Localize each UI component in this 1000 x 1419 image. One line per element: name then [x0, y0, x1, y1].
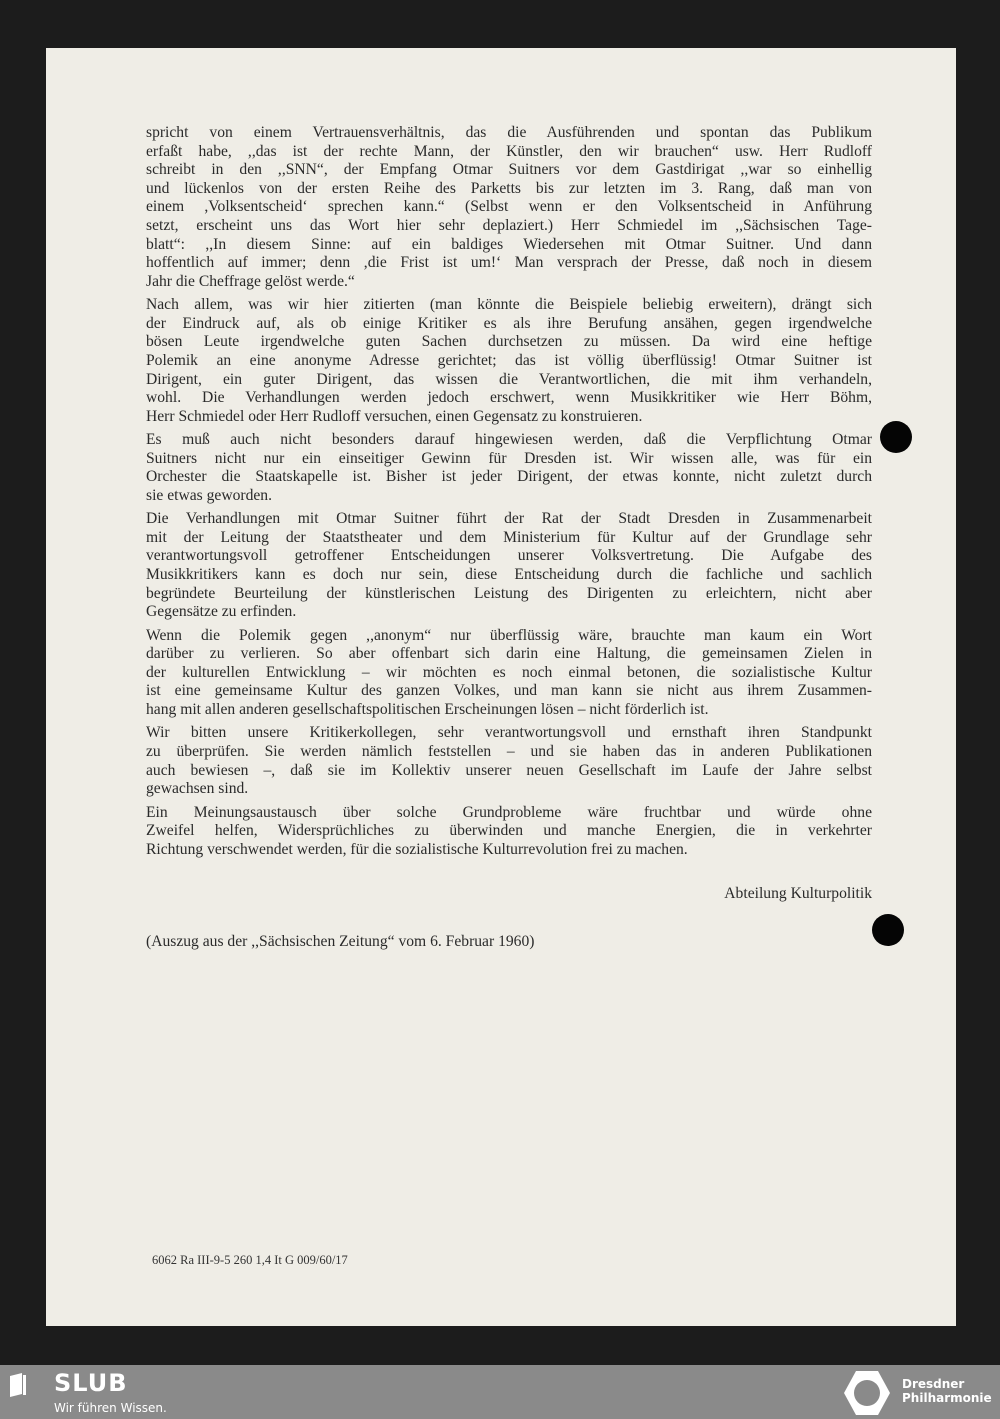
text-line: bösen Leute irgendwelche guten Sachen durchsetzen zu müssen. Da wird eine heftige: [146, 333, 872, 351]
paragraph: [146, 804, 872, 860]
text-line: Orchester die Staatskapelle ist. Bisher ist jeder Dirigent, der etwas konnte, nicht zuletzt durch: [146, 468, 872, 486]
philharmonie-line1: Dresdner: [902, 1377, 965, 1391]
text-line: Jahr die Cheffrage gelöst werde.“: [146, 272, 355, 290]
text-line: der kulturellen Entwicklung – wir möchten es noch einmal betonen, die sozialistische Kultur: [146, 663, 872, 681]
text-line: Gegensätze zu erfinden.: [146, 603, 297, 621]
source-citation: (Auszug aus der ,,Sächsischen Zeitung“ vom 6. Februar 1960): [146, 933, 535, 950]
text-line: setzt, erscheint uns das Wort hier sehr deplaziert.) Herr Schmiedel im ,,Sächsischen Tage-: [146, 216, 872, 234]
text-line: hang mit allen anderen gesellschaftspolitischen Erscheinungen lösen – nicht förderlich ist.: [146, 701, 709, 718]
paragraph: [146, 124, 872, 291]
text-line: Die Verhandlungen mit Otmar Suitner führt der Rat der Stadt Dresden in Zusammenarbeit: [146, 510, 872, 528]
punch-hole: [872, 914, 904, 946]
text-line: der Eindruck auf, als ob einige Kritiker es als ihre Berufung ansähen, gegen irgendwelche: [146, 314, 872, 332]
text-line: darüber zu verlieren. So aber offenbart sich darin eine Haltung, die gemeinsamen Zielen in: [146, 645, 872, 663]
text-line: einem ,Volksentscheid‘ sprechen kann.“ (Selbst wenn er den Volksentscheid in Anführung: [146, 198, 872, 216]
text-line: Zweifel helfen, Widersprüchliches zu überwinden und manche Energien, die in verkehrter: [146, 822, 872, 840]
text-line: wohl. Die Verhandlungen werden jedoch erschwert, wenn Musikkritiker wie Herr Böhm,: [146, 389, 872, 407]
text-line: Wir bitten unsere Kritikerkollegen, sehr verantwortungsvoll und ernsthaft ihren Standpunkt: [146, 724, 872, 742]
text-line: blatt“: ,,In diesem Sinne: auf ein baldiges Wiedersehen mit Otmar Suitner. Und dann: [146, 235, 872, 253]
text-line: Polemik an eine anonyme Adresse gerichtet; das ist völlig überflüssig! Otmar Suitner ist: [146, 351, 872, 369]
text-line: begründete Beurteilung der künstlerischen Leistung des Dirigenten zu erleichtern, nicht aber: [146, 584, 872, 602]
punch-hole: [880, 421, 912, 453]
article-body: [146, 124, 872, 864]
text-line: hoffentlich auf immer; denn ,die Frist ist um!‘ Man versprach der Presse, daß noch in diesem: [146, 254, 872, 272]
slub-tagline: Wir führen Wissen.: [54, 1401, 167, 1415]
print-code: 6062 Ra III-9-5 260 1,4 It G 009/60/17: [152, 1253, 348, 1267]
paragraph: [146, 510, 872, 622]
text-line: sie etwas geworden.: [146, 486, 273, 504]
text-line: Ein Meinungsaustausch über solche Grundprobleme wäre fruchtbar und würde ohne: [146, 803, 872, 821]
text-line: verantwortungsvoll getroffener Entscheidungen unserer Volksvertretung. Die Aufgabe des: [146, 547, 872, 565]
text-line: Wenn die Polemik gegen ,,anonym“ nur überflüssig wäre, brauchte man kaum ein Wort: [146, 626, 872, 644]
text-line: mit der Leitung der Staatstheater und dem Ministerium für Kultur auf der Grundlage sehr: [146, 528, 872, 546]
slub-logo[interactable]: SLUB: [54, 1369, 128, 1397]
paragraph: [146, 431, 872, 505]
text-line: Richtung verschwendet werden, für die sozialistische Kulturrevolution frei zu machen.: [146, 840, 688, 858]
footer-bar: [0, 1365, 1000, 1419]
text-line: schreibt in den ,,SNN“, der Empfang Otmar Suitners vor dem Gastdirigat ,,war so einhellig: [146, 161, 872, 179]
text-line: Musikkritikers kann es doch nur sein, diese Entscheidung durch die fachliche und sachlich: [146, 566, 872, 584]
text-line: ist eine gemeinsame Kultur des ganzen Volkes, und man kann sie nicht aus ihrem Zusammen-: [146, 682, 872, 700]
text-line: Dirigent, ein guter Dirigent, das wissen die Verantwortlichen, die mit ihm verhandeln,: [146, 370, 872, 388]
text-line: spricht von einem Vertrauensverhältnis, das die Ausführenden und spontan das Publikum: [146, 124, 872, 141]
philharmonie-line2: Philharmonie: [902, 1391, 992, 1405]
text-line: gewachsen sind.: [146, 780, 249, 798]
text-line: und lückenlos von der ersten Reihe des Parketts bis zur letzten im 3. Rang, daß man von: [146, 179, 872, 197]
text-line: Herr Schmiedel oder Herr Rudloff versuchen, einen Gegensatz zu konstruieren.: [146, 407, 643, 425]
philharmonie-logo[interactable]: [902, 1377, 992, 1405]
text-line: Es muß auch nicht besonders darauf hingewiesen werden, daß die Verpflichtung Otmar: [146, 431, 872, 449]
paragraph: [146, 627, 872, 720]
text-line: auch bewiesen –, daß sie im Kollektiv unserer neuen Gesellschaft im Laufe der Jahre selbst: [146, 761, 872, 779]
text-line: erfaßt habe, ,,das ist der rechte Mann, der Künstler, den wir brauchen“ usw. Herr Rudloff: [146, 142, 872, 160]
paragraph: [146, 296, 872, 426]
paragraph: [146, 724, 872, 798]
text-line: zu überprüfen. Sie werden nämlich feststellen – und sie haben das in anderen Publikationen: [146, 742, 872, 760]
text-line: Suitners nicht nur ein einseitiger Gewinn für Dresden ist. Wir wissen alle, was für ein: [146, 449, 872, 467]
philharmonie-sun-icon: [842, 1369, 892, 1417]
signature: Abteilung Kulturpolitik: [724, 885, 872, 902]
text-line: Nach allem, was wir hier zitierten (man könnte die Beispiele beliebig erweitern), drängt sich: [146, 296, 872, 314]
slub-book-icon: [8, 1372, 28, 1398]
